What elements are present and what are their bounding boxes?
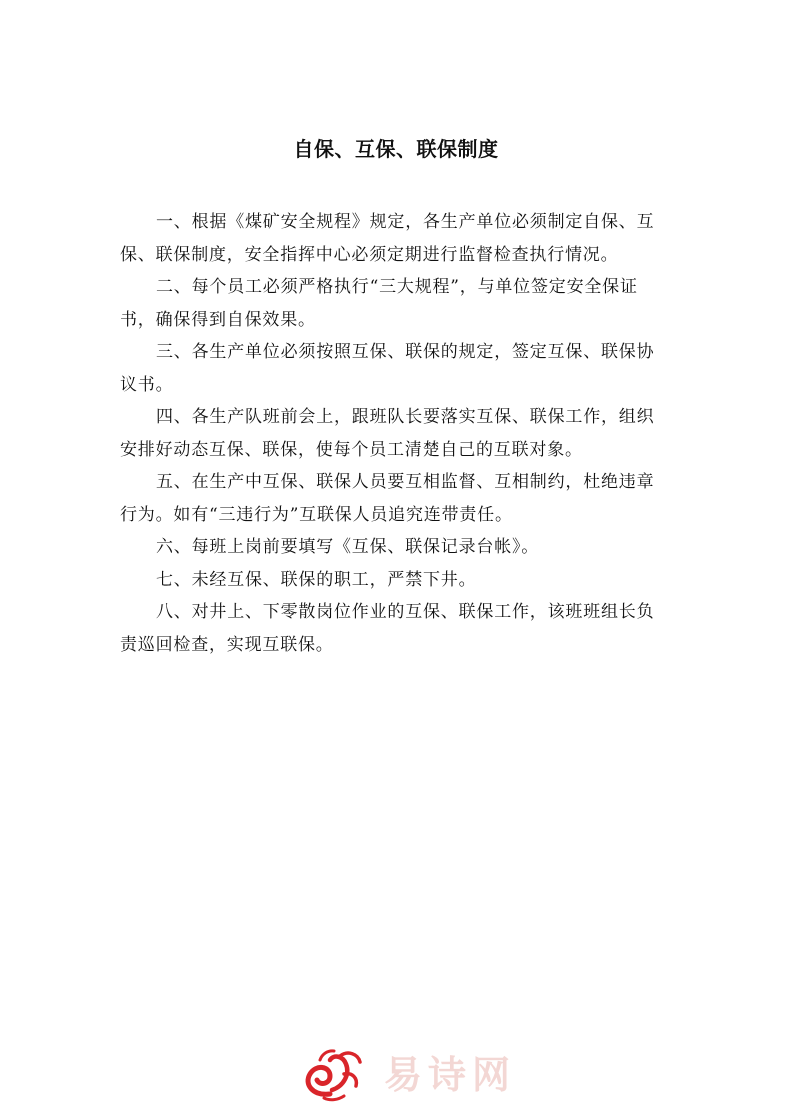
paragraph-2: 二、每个员工必须严格执行“三大规程”，与单位签定安全保证书，确保得到自保效果。 [120, 277, 638, 330]
paragraph-8: 八、对井上、下零散岗位作业的互保、联保工作，该班班组长负责巡回检查，实现互联保。 [120, 602, 655, 655]
red-swirl-logo-icon [300, 1046, 364, 1102]
document-body [120, 206, 672, 661]
watermark-text: 易诗网 [384, 1052, 517, 1097]
paragraph-3: 三、各生产单位必须按照互保、联保的规定，签定互保、联保协议书。 [120, 342, 655, 395]
page-title: 自保、互保、联保制度 [293, 137, 499, 162]
paragraph-4: 四、各生产队班前会上，跟班队长要落实互保、联保工作，组织安排好动态互保、联保，使每个员工清楚自己的互联对象。 [120, 407, 655, 460]
paragraph-6: 六、每班上岗前要填写《互保、联保记录台帐》。 [156, 537, 540, 557]
watermark [300, 1046, 530, 1106]
paragraph-5: 五、在生产中互保、联保人员要互相监督、互相制约，杜绝违章行为。如有“三违行为”互联保人员追究连带责任。 [120, 472, 655, 525]
paragraph-1: 一、根据《煤矿安全规程》规定，各生产单位必须制定自保、互保、联保制度，安全指挥中心必须定期进行监督检查执行情况。 [120, 212, 655, 265]
paragraph-7: 七、未经互保、联保的职工，严禁下井。 [156, 569, 477, 590]
